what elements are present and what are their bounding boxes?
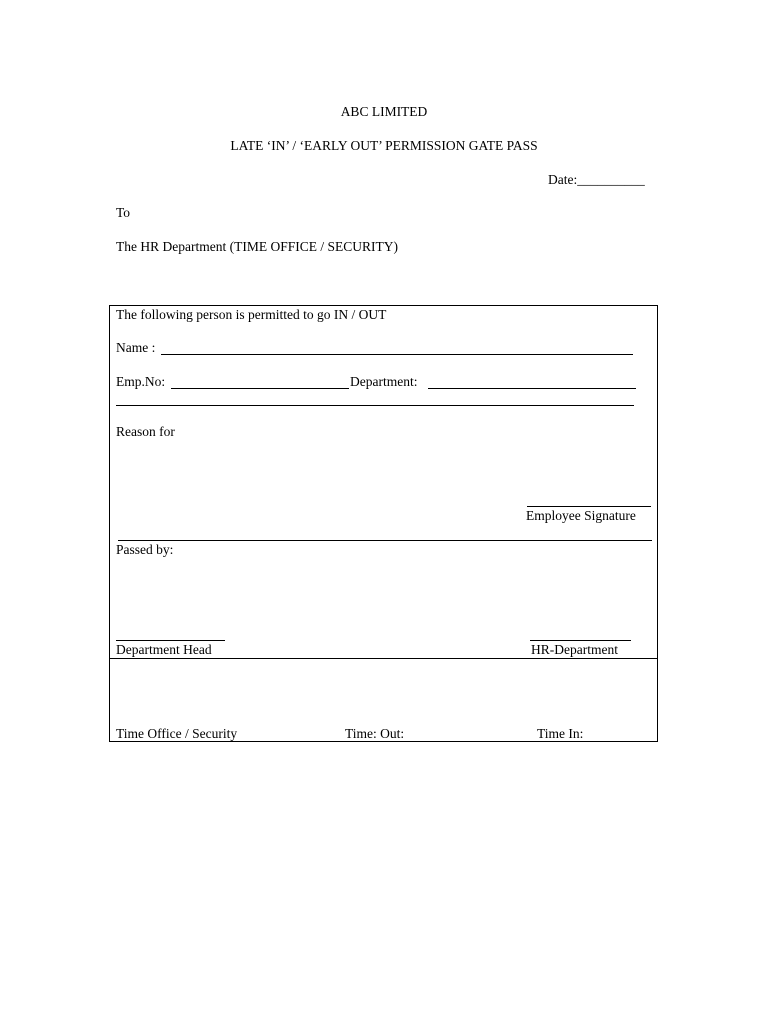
employee-signature-label: Employee Signature [526, 508, 636, 523]
passed-by-label: Passed by: [116, 542, 174, 557]
emp-no-label: Emp.No: [116, 374, 166, 389]
emp-no-field[interactable] [171, 388, 349, 389]
department-head-label: Department Head [116, 642, 212, 657]
to-label: To [116, 205, 131, 220]
department-label: Department: [350, 374, 418, 389]
form-title: LATE ‘IN’ / ‘EARLY OUT’ PERMISSION GATE PASS [230, 138, 538, 153]
time-section-divider [109, 658, 658, 659]
recipient-label: The HR Department (TIME OFFICE / SECURITY) [116, 239, 398, 254]
name-label: Name : [116, 340, 156, 355]
hr-department-label: HR-Department [531, 642, 618, 657]
time-in-label: Time In: [537, 726, 584, 741]
company-name: ABC LIMITED [340, 104, 428, 119]
employee-signature-line[interactable] [527, 506, 651, 507]
extra-blank-line[interactable] [116, 405, 634, 406]
reason-label: Reason for [116, 424, 175, 439]
time-office-label: Time Office / Security [116, 726, 238, 741]
section-divider [118, 540, 652, 541]
hr-signature-line[interactable] [530, 640, 631, 641]
department-head-signature-line[interactable] [116, 640, 225, 641]
date-field[interactable]: Date:__________ [548, 172, 645, 187]
department-field[interactable] [428, 388, 636, 389]
name-field[interactable] [161, 354, 633, 355]
intro-text: The following person is permitted to go IN / OUT [116, 307, 387, 322]
time-out-label: Time: Out: [345, 726, 405, 741]
